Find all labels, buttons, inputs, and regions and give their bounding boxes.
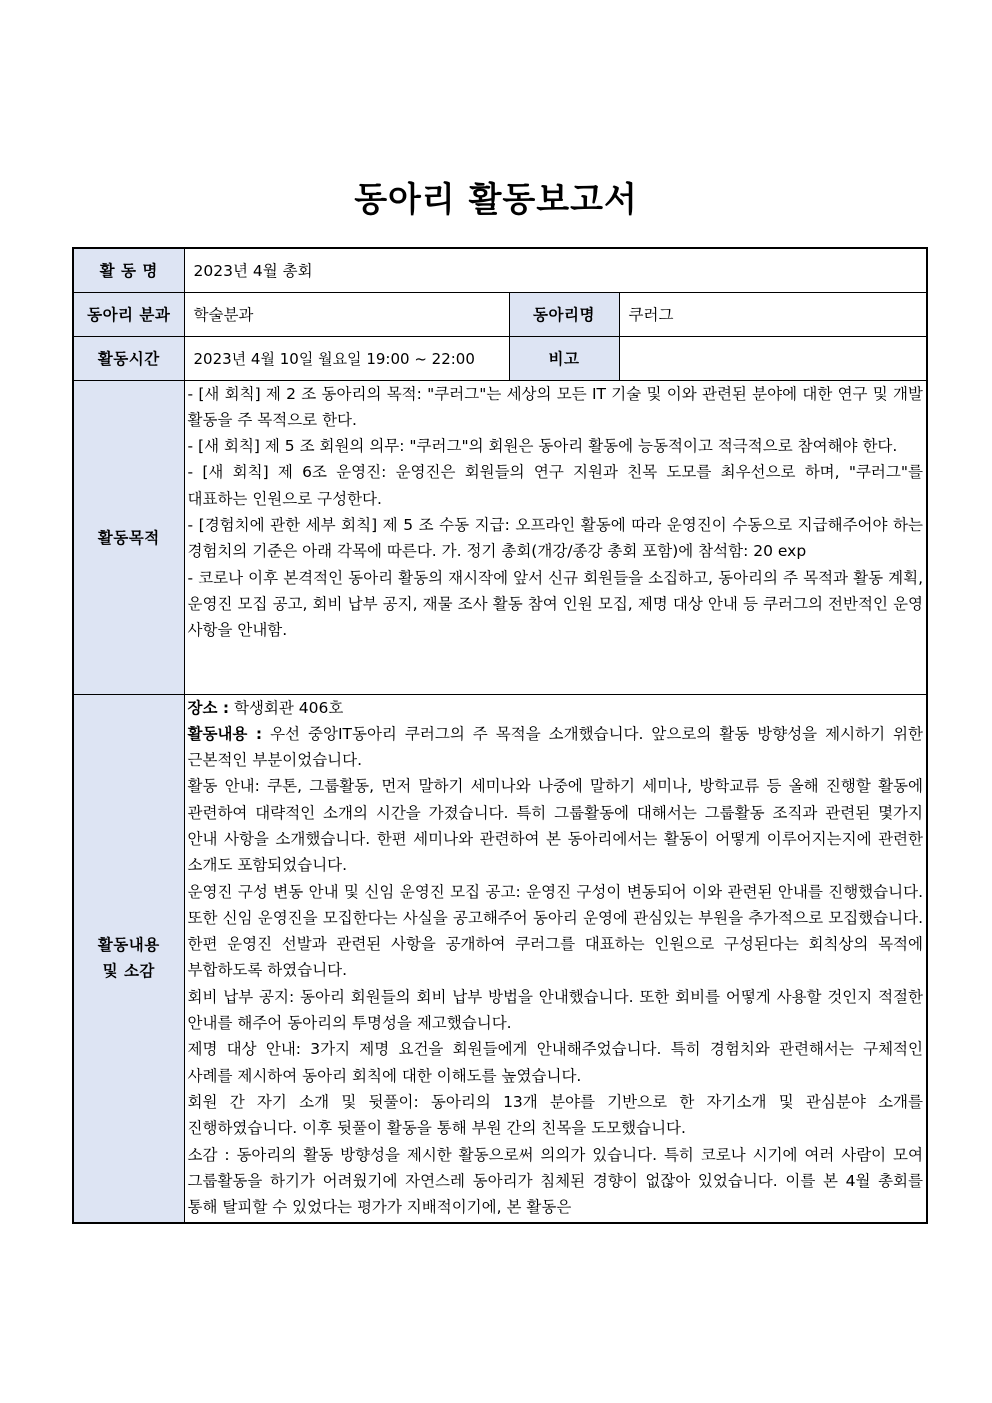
activity-time-value: 2023년 4월 10일 월요일 19:00 ~ 22:00 (184, 336, 509, 380)
place-line (185, 695, 927, 721)
content-text (185, 695, 927, 1222)
club-name-label: 동아리명 (509, 292, 619, 336)
remarks-label: 비고 (509, 336, 619, 380)
content-row (73, 694, 927, 1223)
activity-name-value: 2023년 4월 총회 (184, 248, 927, 292)
content-intro-line (185, 721, 927, 774)
content-label-line: 및 소감 (102, 962, 155, 980)
content-label-line: 활동내용 (97, 936, 160, 954)
activity-time-label: 활동시간 (73, 336, 184, 380)
purpose-label: 활동목적 (73, 380, 184, 694)
content-label (73, 694, 184, 1223)
purpose-paragraph: - 코로나 이후 본격적인 동아리 활동의 재시작에 앞서 신규 회원들을 소집하고, 동아리의 주 목적과 활동 계획, 운영진 모집 공고, 회비 납부 공지, 재물 조사 활동 참여 인원 모집, 제명 대상 안내 등 쿠러그의 전반적인 운영 사항을 안내함. (187, 568, 923, 640)
purpose-paragraph: - [경험치에 관한 세부 회칙] 제 5 조 수동 지급: 오프라인 활동에 따라 운영진이 수동으로 지급해주어야 하는 경험치의 기준은 아래 각목에 따른다. 가. 정기 총회(개강/종강 총회 포함)에 참석함: 20 exp (187, 515, 923, 561)
content-paragraph: 운영진 구성 변동 안내 및 신임 운영진 모집 공고: 운영진 구성이 변동되어 이와 관련된 안내를 진행했습니다. 또한 신임 운영진을 모집한다는 사실을 공고해주어 동아리 운영에 관심있는 부원을 추가적으로 모집했습니다. 한편 운영진 선발과 관련된 사항을 공개하여 쿠러그를 대표하는 인원으로 구성된다는 회칙상의 목적에 부합하도록 하였습니다. (187, 882, 923, 980)
place-value: 학생회관 406호 (233, 698, 344, 717)
content-intro-label: 활동내용 : (187, 724, 263, 743)
content-cell (184, 694, 927, 1223)
purpose-paragraph: - [새 회칙] 제 2 조 동아리의 목적: "쿠러그"는 세상의 모든 IT 기술 및 이와 관련된 분야에 대한 연구 및 개발 활동을 주 목적으로 한다. (187, 384, 923, 429)
purpose-paragraph: - [새 회칙] 제 6조 운영진: 운영진은 회원들의 연구 지원과 친목 도모를 최우선으로 하며, "쿠러그"를 대표하는 인원으로 구성한다. (187, 463, 923, 508)
time-row (73, 336, 927, 380)
activity-name-row (73, 248, 927, 292)
report-table (72, 247, 928, 1224)
content-paragraph: 활동 안내: 쿠톤, 그룹활동, 먼저 말하기 세미나와 나중에 말하기 세미나, 방학교류 등 올해 진행할 활동에 관련하여 대략적인 소개의 시간을 가졌습니다. 특히 그룹활동에 대해서는 그룹활동 조직과 관련된 몇가지 안내 사항을 소개했습니다. 한편 세미나와 관련하여 본 동아리에서는 활동이 어떻게 이루어지는지에 관련한 소개도 포함되었습니다. (187, 777, 923, 875)
purpose-cell (184, 380, 927, 694)
content-paragraph: 회원 간 자기 소개 및 뒷풀이: 동아리의 13개 분야를 기반으로 한 자기소개 및 관심분야 소개를 진행하였습니다. 이후 뒷풀이 활동을 통해 부원 간의 친목을 도모했습니다. (187, 1092, 923, 1138)
content-paragraph: 제명 대상 안내: 3가지 제명 요건을 회원들에게 안내해주었습니다. 특히 경험치와 관련해서는 구체적인 사례를 제시하여 동아리 회칙에 대한 이해도를 높였습니다. (187, 1040, 923, 1085)
purpose-text (185, 381, 927, 694)
club-division-value: 학술분과 (184, 292, 509, 336)
activity-name-label: 활 동 명 (73, 248, 184, 292)
club-division-label: 동아리 분과 (73, 292, 184, 336)
club-name-value: 쿠러그 (619, 292, 927, 336)
document-title: 동아리 활동보고서 (354, 180, 638, 220)
club-row (73, 292, 927, 336)
remarks-value (619, 336, 927, 380)
content-intro-text: 우선 중앙IT동아리 쿠러그의 주 목적을 소개했습니다. 앞으로의 활동 방향성을 제시하기 위한 근본적인 부분이었습니다. (187, 724, 923, 770)
content-paragraph: 회비 납부 공지: 동아리 회원들의 회비 납부 방법을 안내했습니다. 또한 회비를 어떻게 사용할 것인지 적절한 안내를 해주어 동아리의 투명성을 제고했습니다. (187, 987, 923, 1033)
purpose-paragraph: - [새 회칙] 제 5 조 회원의 의무: "쿠러그"의 회원은 동아리 활동에 능동적이고 적극적으로 참여해야 한다. (187, 437, 898, 456)
place-label: 장소 : (187, 698, 230, 717)
content-paragraph: 소감 : 동아리의 활동 방향성을 제시한 활동으로써 의의가 있습니다. 특히 코로나 시기에 여러 사람이 모여 그룹활동을 하기가 어려웠기에 자연스레 동아리가 침체된 경향이 없잖아 있었습니다. 이를 본 4월 총회를 통해 탈피할 수 있었다는 평가가 지배적이기에, 본 활동은 (187, 1145, 923, 1217)
purpose-row (73, 380, 927, 694)
